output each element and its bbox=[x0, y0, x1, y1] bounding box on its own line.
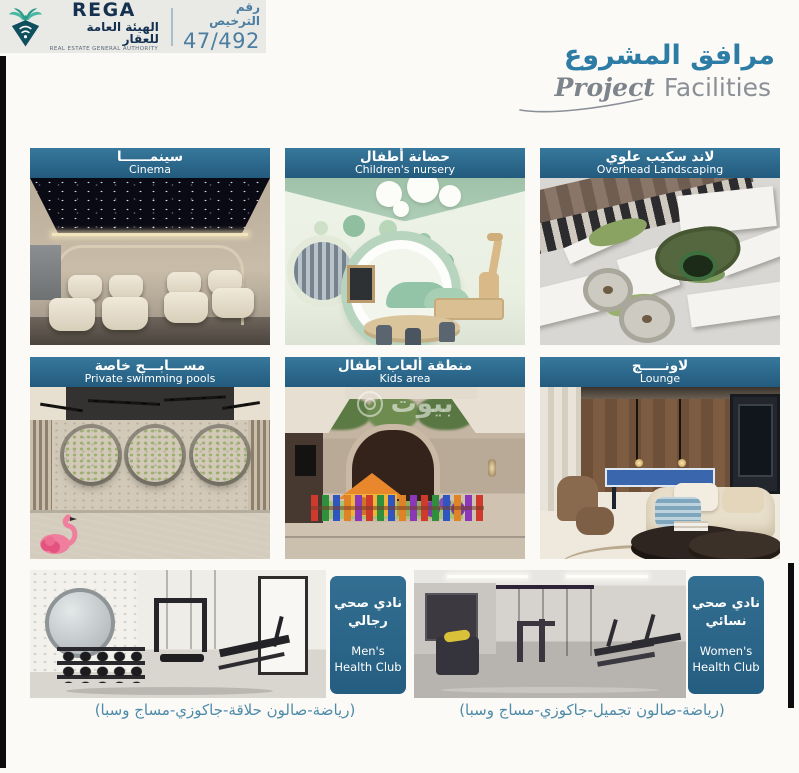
watermark-text: بيوت bbox=[390, 388, 454, 419]
pendant-light bbox=[679, 399, 681, 461]
cinema-seat bbox=[164, 292, 208, 323]
landscape-building bbox=[687, 282, 780, 328]
nursery-wall-dot bbox=[343, 215, 365, 237]
card-header-lounge bbox=[540, 357, 780, 387]
rega-authority-english: REAL ESTATE GENERAL AUTHORITY bbox=[49, 45, 159, 52]
license-block bbox=[183, 0, 260, 53]
ceiling-light-strip bbox=[447, 575, 529, 578]
rega-name: REGA bbox=[71, 0, 136, 21]
kids-area-photo bbox=[285, 387, 525, 559]
license-number: 47/492 bbox=[182, 29, 260, 53]
womens-health-club-label bbox=[688, 576, 764, 694]
cinema-cove-light bbox=[52, 233, 249, 236]
nursery-wall-dot bbox=[314, 221, 328, 235]
landscaping-title-en: Overhead Landscaping bbox=[596, 163, 724, 177]
page-title-english bbox=[554, 73, 775, 102]
moss-art-circle bbox=[64, 428, 118, 482]
page-title-block bbox=[554, 40, 775, 102]
ceiling-light-strip bbox=[566, 575, 648, 578]
gym-bench bbox=[160, 654, 204, 662]
womens-club-caption: (رياضة-صالون تجميل-جاكوزي-مساج وسبا) bbox=[459, 701, 725, 719]
title-swash-flourish bbox=[516, 96, 646, 114]
card-header-pools bbox=[30, 357, 270, 387]
gym-machine-frame bbox=[517, 624, 523, 662]
cable-machine-frame bbox=[202, 598, 207, 652]
wall-tv bbox=[295, 445, 317, 476]
photo-watermark bbox=[285, 389, 525, 419]
gym-machine-frame bbox=[517, 621, 555, 626]
page-title-arabic: مرافق المشروع bbox=[563, 40, 775, 71]
sofa-cushion bbox=[722, 487, 764, 513]
mens-club-caption: (رياضة-صالون حلاقة-جاكوزي-مساج وسبا) bbox=[94, 701, 356, 719]
cinema-seat bbox=[49, 298, 95, 331]
nursery-chair bbox=[405, 328, 421, 345]
floor-shadow bbox=[66, 687, 273, 695]
lounge-ottoman bbox=[576, 507, 614, 535]
pool-slat-wall bbox=[30, 420, 52, 513]
lounge-title-en: Lounge bbox=[639, 372, 681, 386]
nursery-blackboard bbox=[347, 265, 375, 303]
landscaping-title-ar: لاند سكيب علوي bbox=[605, 148, 715, 165]
cinema-screen bbox=[30, 245, 61, 300]
cinema-title-ar: سينمــــــا bbox=[116, 148, 184, 165]
kids-floor bbox=[285, 536, 525, 559]
window-mullions bbox=[166, 570, 168, 649]
pools-title-ar: مســـابـــح خاصة bbox=[94, 357, 206, 374]
floor-reflection bbox=[441, 687, 659, 693]
nursery-bench bbox=[434, 298, 504, 320]
nursery-wall-dot bbox=[379, 220, 397, 238]
cinema-seat bbox=[102, 297, 148, 330]
mens-club-title-ar: نادي صحي رجالي bbox=[334, 595, 402, 630]
rega-palm-icon bbox=[6, 6, 45, 48]
treadmill-console bbox=[644, 613, 655, 639]
lounge-art-panel bbox=[738, 404, 773, 477]
page-title-script-word: Project bbox=[554, 73, 655, 102]
rega-wordmark bbox=[49, 1, 159, 53]
cinema-starry-ceiling bbox=[30, 178, 270, 235]
nursery-title-ar: حضانة أطفال bbox=[360, 148, 450, 165]
cinema-seat bbox=[68, 275, 102, 300]
mens-gym-photo bbox=[30, 570, 326, 698]
cable-machine-frame bbox=[154, 598, 204, 603]
cinema-title-en: Cinema bbox=[129, 163, 171, 177]
rega-logo-plate bbox=[0, 0, 266, 53]
treadmill-console bbox=[606, 619, 618, 647]
wall-sconce-light bbox=[488, 459, 496, 477]
pool-slat-wall bbox=[248, 420, 270, 513]
womens-club-title-ar: نادي صحي نسائي bbox=[692, 595, 760, 630]
nursery-title-en: Children's nursery bbox=[354, 163, 455, 177]
dumbbell-rack bbox=[60, 649, 143, 682]
landscape-planter bbox=[619, 295, 675, 343]
card-header-landscaping bbox=[540, 148, 780, 178]
womens-club-title-en: Women's Health Club bbox=[692, 644, 760, 674]
table-books bbox=[674, 521, 708, 531]
mens-club-title-en: Men's Health Club bbox=[334, 644, 402, 674]
page-title-en-word: Facilities bbox=[663, 73, 771, 102]
cinema-photo bbox=[30, 178, 270, 345]
rega-authority-arabic: الهيئة العامة للعقار bbox=[86, 19, 159, 46]
mens-health-club-label bbox=[330, 576, 406, 694]
pendant-light bbox=[636, 399, 638, 461]
nursery-chair bbox=[439, 322, 455, 342]
womens-gym-photo bbox=[414, 570, 686, 698]
kids-title-en: Kids area bbox=[379, 372, 431, 386]
giraffe-figure bbox=[487, 233, 503, 241]
pools-title-en: Private swimming pools bbox=[84, 372, 216, 386]
nursery-chair bbox=[376, 325, 392, 345]
coffee-table bbox=[689, 531, 780, 559]
cinema-seat bbox=[212, 288, 254, 318]
gym-window bbox=[258, 576, 308, 674]
lounge-photo bbox=[540, 387, 780, 559]
treadmill bbox=[631, 632, 680, 647]
fence-rail bbox=[311, 506, 484, 510]
table-leg bbox=[612, 487, 616, 509]
lounge-title-ar: لاونـــــج bbox=[631, 357, 689, 374]
license-label: رقم الترخيص bbox=[209, 0, 261, 28]
pools-photo bbox=[30, 387, 270, 559]
scan-edge-right bbox=[788, 563, 794, 708]
card-header-kids-area bbox=[285, 357, 525, 387]
gym-machine bbox=[436, 637, 480, 675]
card-header-cinema bbox=[30, 148, 270, 178]
card-header-nursery bbox=[285, 148, 525, 178]
nursery-ball-lamp bbox=[439, 185, 461, 207]
landscaping-photo bbox=[540, 178, 780, 345]
watermark-logo-icon bbox=[357, 391, 383, 417]
scan-edge-left bbox=[0, 56, 6, 768]
kids-title-ar: منطقة ألعاب أطفال bbox=[337, 357, 473, 374]
nursery-photo bbox=[285, 178, 525, 345]
flamingo-float bbox=[37, 514, 85, 556]
cable-machine-frame bbox=[154, 598, 159, 652]
logo-divider bbox=[171, 8, 173, 46]
